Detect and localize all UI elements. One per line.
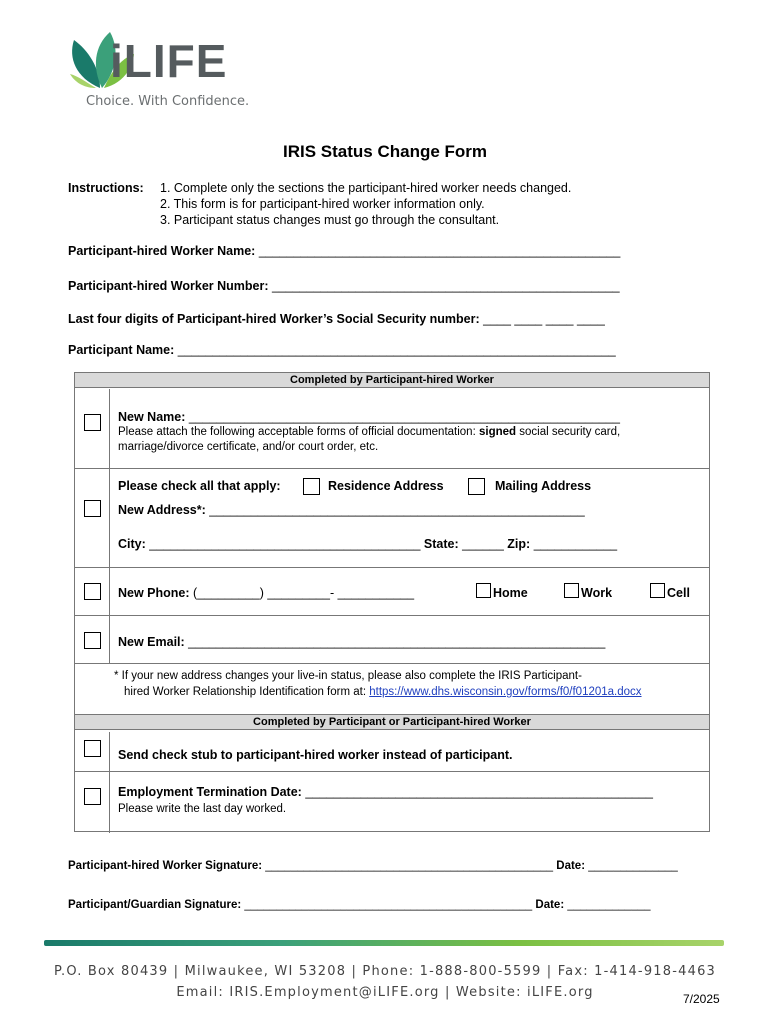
logo-wordmark: iLIFE xyxy=(110,35,228,87)
termination-label: Employment Termination Date: xyxy=(118,785,302,799)
new-phone-label: New Phone: xyxy=(118,586,190,600)
form-title: IRIS Status Change Form xyxy=(282,142,488,161)
zip-label: Zip: xyxy=(507,537,531,551)
mailing-address-checkbox[interactable] xyxy=(468,478,485,495)
zip-blank[interactable]: ____________ xyxy=(533,537,618,551)
address-note-line2 xyxy=(124,685,642,700)
instruction-item: 2. This form is for participant-hired worker information only. xyxy=(160,197,485,211)
new-name-note-text: Please attach the following acceptable forms of official documentation: xyxy=(118,426,479,438)
guardian-signature-blank[interactable]: _____________________________________________ xyxy=(244,899,533,911)
phone-work-label: Work xyxy=(581,586,613,600)
termination-note: Please write the last day worked. xyxy=(118,803,287,815)
residence-address-label: Residence Address xyxy=(328,479,444,493)
new-name-checkbox[interactable] xyxy=(84,414,101,431)
residence-address-checkbox[interactable] xyxy=(303,478,320,495)
new-name-note-text-end: social security card, xyxy=(516,426,621,438)
participant-name-label: Participant Name: xyxy=(68,343,175,357)
ssn-label: Last four digits of Participant-hired Worker’s Social Security number: xyxy=(68,312,480,326)
logo-tagline: Choice. With Confidence. xyxy=(86,94,250,109)
section-header-participant: Completed by Participant or Participant-hired Worker xyxy=(75,714,709,730)
address-check-label: Please check all that apply: xyxy=(118,479,281,493)
section-header-worker: Completed by Participant-hired Worker xyxy=(75,372,709,388)
termination-checkbox[interactable] xyxy=(84,788,101,805)
check-stub-checkbox[interactable] xyxy=(84,740,101,757)
guardian-signature-label: Participant/Guardian Signature: xyxy=(68,899,242,911)
worker-name-blank[interactable]: ____________________________________________________ xyxy=(258,244,621,258)
new-name-note-line2: marriage/divorce certificate, and/or court order, etc. xyxy=(118,441,379,453)
new-email-label: New Email: xyxy=(118,635,185,649)
instruction-item: 1. Complete only the sections the participant-hired worker needs changed. xyxy=(160,181,572,195)
state-blank[interactable]: ______ xyxy=(462,537,504,551)
worker-number-field[interactable] xyxy=(68,279,620,293)
state-label: State: xyxy=(423,537,459,551)
participant-name-field[interactable] xyxy=(68,343,616,357)
new-address-checkbox[interactable] xyxy=(84,500,101,517)
revision-date: 7/2025 xyxy=(683,992,720,1006)
new-address-blank[interactable]: ______________________________________________________ xyxy=(209,503,585,517)
new-name-blank[interactable]: ______________________________________________________________ xyxy=(188,410,620,424)
change-table xyxy=(74,372,710,832)
new-phone-checkbox[interactable] xyxy=(84,583,101,600)
city-state-zip-field[interactable] xyxy=(118,537,617,551)
termination-field[interactable] xyxy=(118,785,653,799)
instructions-label: Instructions: xyxy=(68,181,144,195)
address-note-text: hired Worker Relationship Identification form at: xyxy=(124,686,370,698)
new-address-field[interactable] xyxy=(118,503,585,517)
city-blank[interactable]: _______________________________________ xyxy=(149,537,421,551)
phone-home-checkbox[interactable] xyxy=(476,583,491,598)
phone-work-checkbox[interactable] xyxy=(564,583,579,598)
new-name-label: New Name: xyxy=(118,410,186,424)
phone-cell-checkbox[interactable] xyxy=(650,583,665,598)
new-phone-field[interactable] xyxy=(118,586,414,600)
footer-contact: P.O. Box 80439 | Milwaukee, WI 53208 | Phone: 1-888-800-5599 | Fax: 1-414-918-4463 xyxy=(53,964,717,979)
worker-number-label: Participant-hired Worker Number: xyxy=(68,279,269,293)
new-name-field[interactable] xyxy=(118,410,620,424)
worker-signature-label: Participant-hired Worker Signature: xyxy=(68,860,263,872)
mailing-address-label: Mailing Address xyxy=(495,479,592,493)
worker-signature-field[interactable] xyxy=(68,860,678,872)
new-email-field[interactable] xyxy=(118,635,605,649)
guardian-date-blank[interactable]: _____________ xyxy=(567,899,651,911)
ssn-last-four-field[interactable] xyxy=(68,312,605,326)
new-phone-blank[interactable]: (_________) _________- ___________ xyxy=(193,586,415,600)
phone-cell-label: Cell xyxy=(667,586,690,600)
ssn-blank[interactable]: ____ ____ ____ ____ xyxy=(483,312,605,326)
termination-blank[interactable]: __________________________________________________ xyxy=(305,785,653,799)
worker-name-field[interactable] xyxy=(68,244,620,258)
new-email-blank[interactable]: ____________________________________________________________ xyxy=(188,635,606,649)
worker-name-label: Participant-hired Worker Name: xyxy=(68,244,256,258)
participant-name-blank[interactable]: _______________________________________________________________ xyxy=(177,343,616,357)
relationship-form-link[interactable]: https://www.dhs.wisconsin.gov/forms/f0/f01201a.docx xyxy=(369,686,642,698)
worker-date-blank[interactable]: ______________ xyxy=(588,860,678,872)
check-stub-label: Send check stub to participant-hired worker instead of participant. xyxy=(118,748,513,762)
address-note-line1: * If your new address changes your live-in status, please also complete the IRIS Participant- xyxy=(114,670,582,682)
worker-signature-blank[interactable]: _____________________________________________ xyxy=(265,860,554,872)
new-email-checkbox[interactable] xyxy=(84,632,101,649)
new-name-note xyxy=(118,425,620,440)
footer-email-website: Email: IRIS.Employment@iLIFE.org | Website: iLIFE.org xyxy=(176,985,594,1000)
footer-divider xyxy=(44,940,724,946)
phone-home-label: Home xyxy=(493,586,528,600)
guardian-date-label: Date: xyxy=(535,899,565,911)
guardian-signature-field[interactable] xyxy=(68,899,651,911)
worker-date-label: Date: xyxy=(556,860,586,872)
new-address-label: New Address*: xyxy=(118,503,206,517)
instruction-item: 3. Participant status changes must go through the consultant. xyxy=(160,213,500,227)
new-name-note-signed: signed xyxy=(478,426,517,438)
worker-number-blank[interactable]: __________________________________________________ xyxy=(272,279,620,293)
city-label: City: xyxy=(118,537,146,551)
